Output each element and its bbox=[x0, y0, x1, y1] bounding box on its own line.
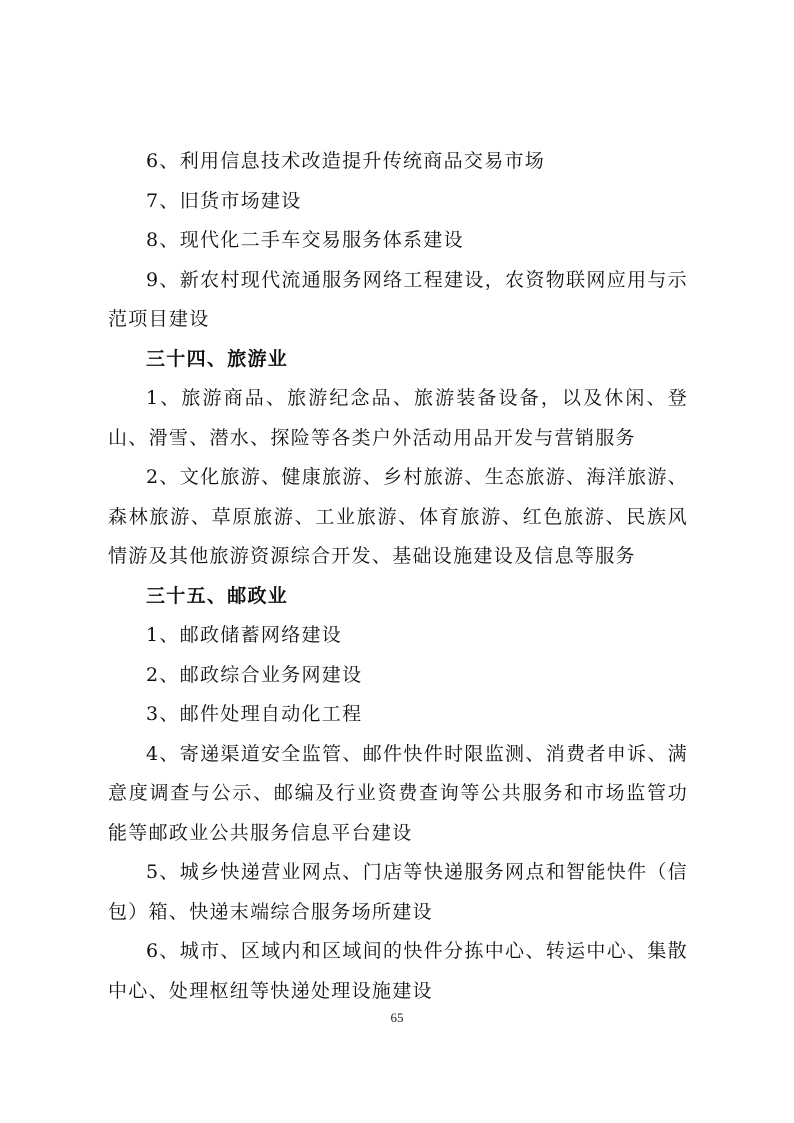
list-item: 5、城乡快递营业网点、门店等快递服务网点和智能快件（信包）箱、快递末端综合服务场所建设 bbox=[108, 861, 688, 923]
section-heading-tourism: 三十四、旅游业 bbox=[146, 347, 289, 370]
list-item: 6、城市、区域内和区域间的快件分拣中心、转运中心、集散中心、处理枢纽等快递处理设施建设 bbox=[108, 940, 688, 1002]
list-item: 6、利用信息技术改造提升传统商品交易市场 bbox=[146, 150, 546, 172]
list-item: 8、现代化二手车交易服务体系建设 bbox=[146, 229, 464, 251]
section-heading-postal: 三十五、邮政业 bbox=[146, 584, 289, 607]
list-item: 1、旅游商品、旅游纪念品、旅游装备设备，以及休闲、登山、滑雪、潜水、探险等各类户外活动用品开发与营销服务 bbox=[108, 387, 688, 449]
list-item: 2、文化旅游、健康旅游、乡村旅游、生态旅游、海洋旅游、森林旅游、草原旅游、工业旅游、体育旅游、红色旅游、民族风情游及其他旅游资源综合开发、基础设施建设及信息等服务 bbox=[108, 466, 688, 567]
list-item: 9、新农村现代流通服务网络工程建设，农资物联网应用与示范项目建设 bbox=[108, 268, 688, 330]
page-number: 65 bbox=[390, 1010, 404, 1025]
list-item: 2、邮政综合业务网建设 bbox=[146, 663, 363, 686]
list-item: 7、旧货市场建设 bbox=[146, 189, 302, 212]
list-item: 4、寄递渠道安全监管、邮件快件时限监测、消费者申诉、满意度调查与公示、邮编及行业资费查询等公共服务和市场监管功能等邮政业公共服务信息平台建设 bbox=[108, 742, 688, 844]
document-body bbox=[108, 142, 688, 1011]
list-item: 1、邮政储蓄网络建设 bbox=[146, 624, 343, 646]
list-item: 3、邮件处理自动化工程 bbox=[146, 703, 363, 725]
